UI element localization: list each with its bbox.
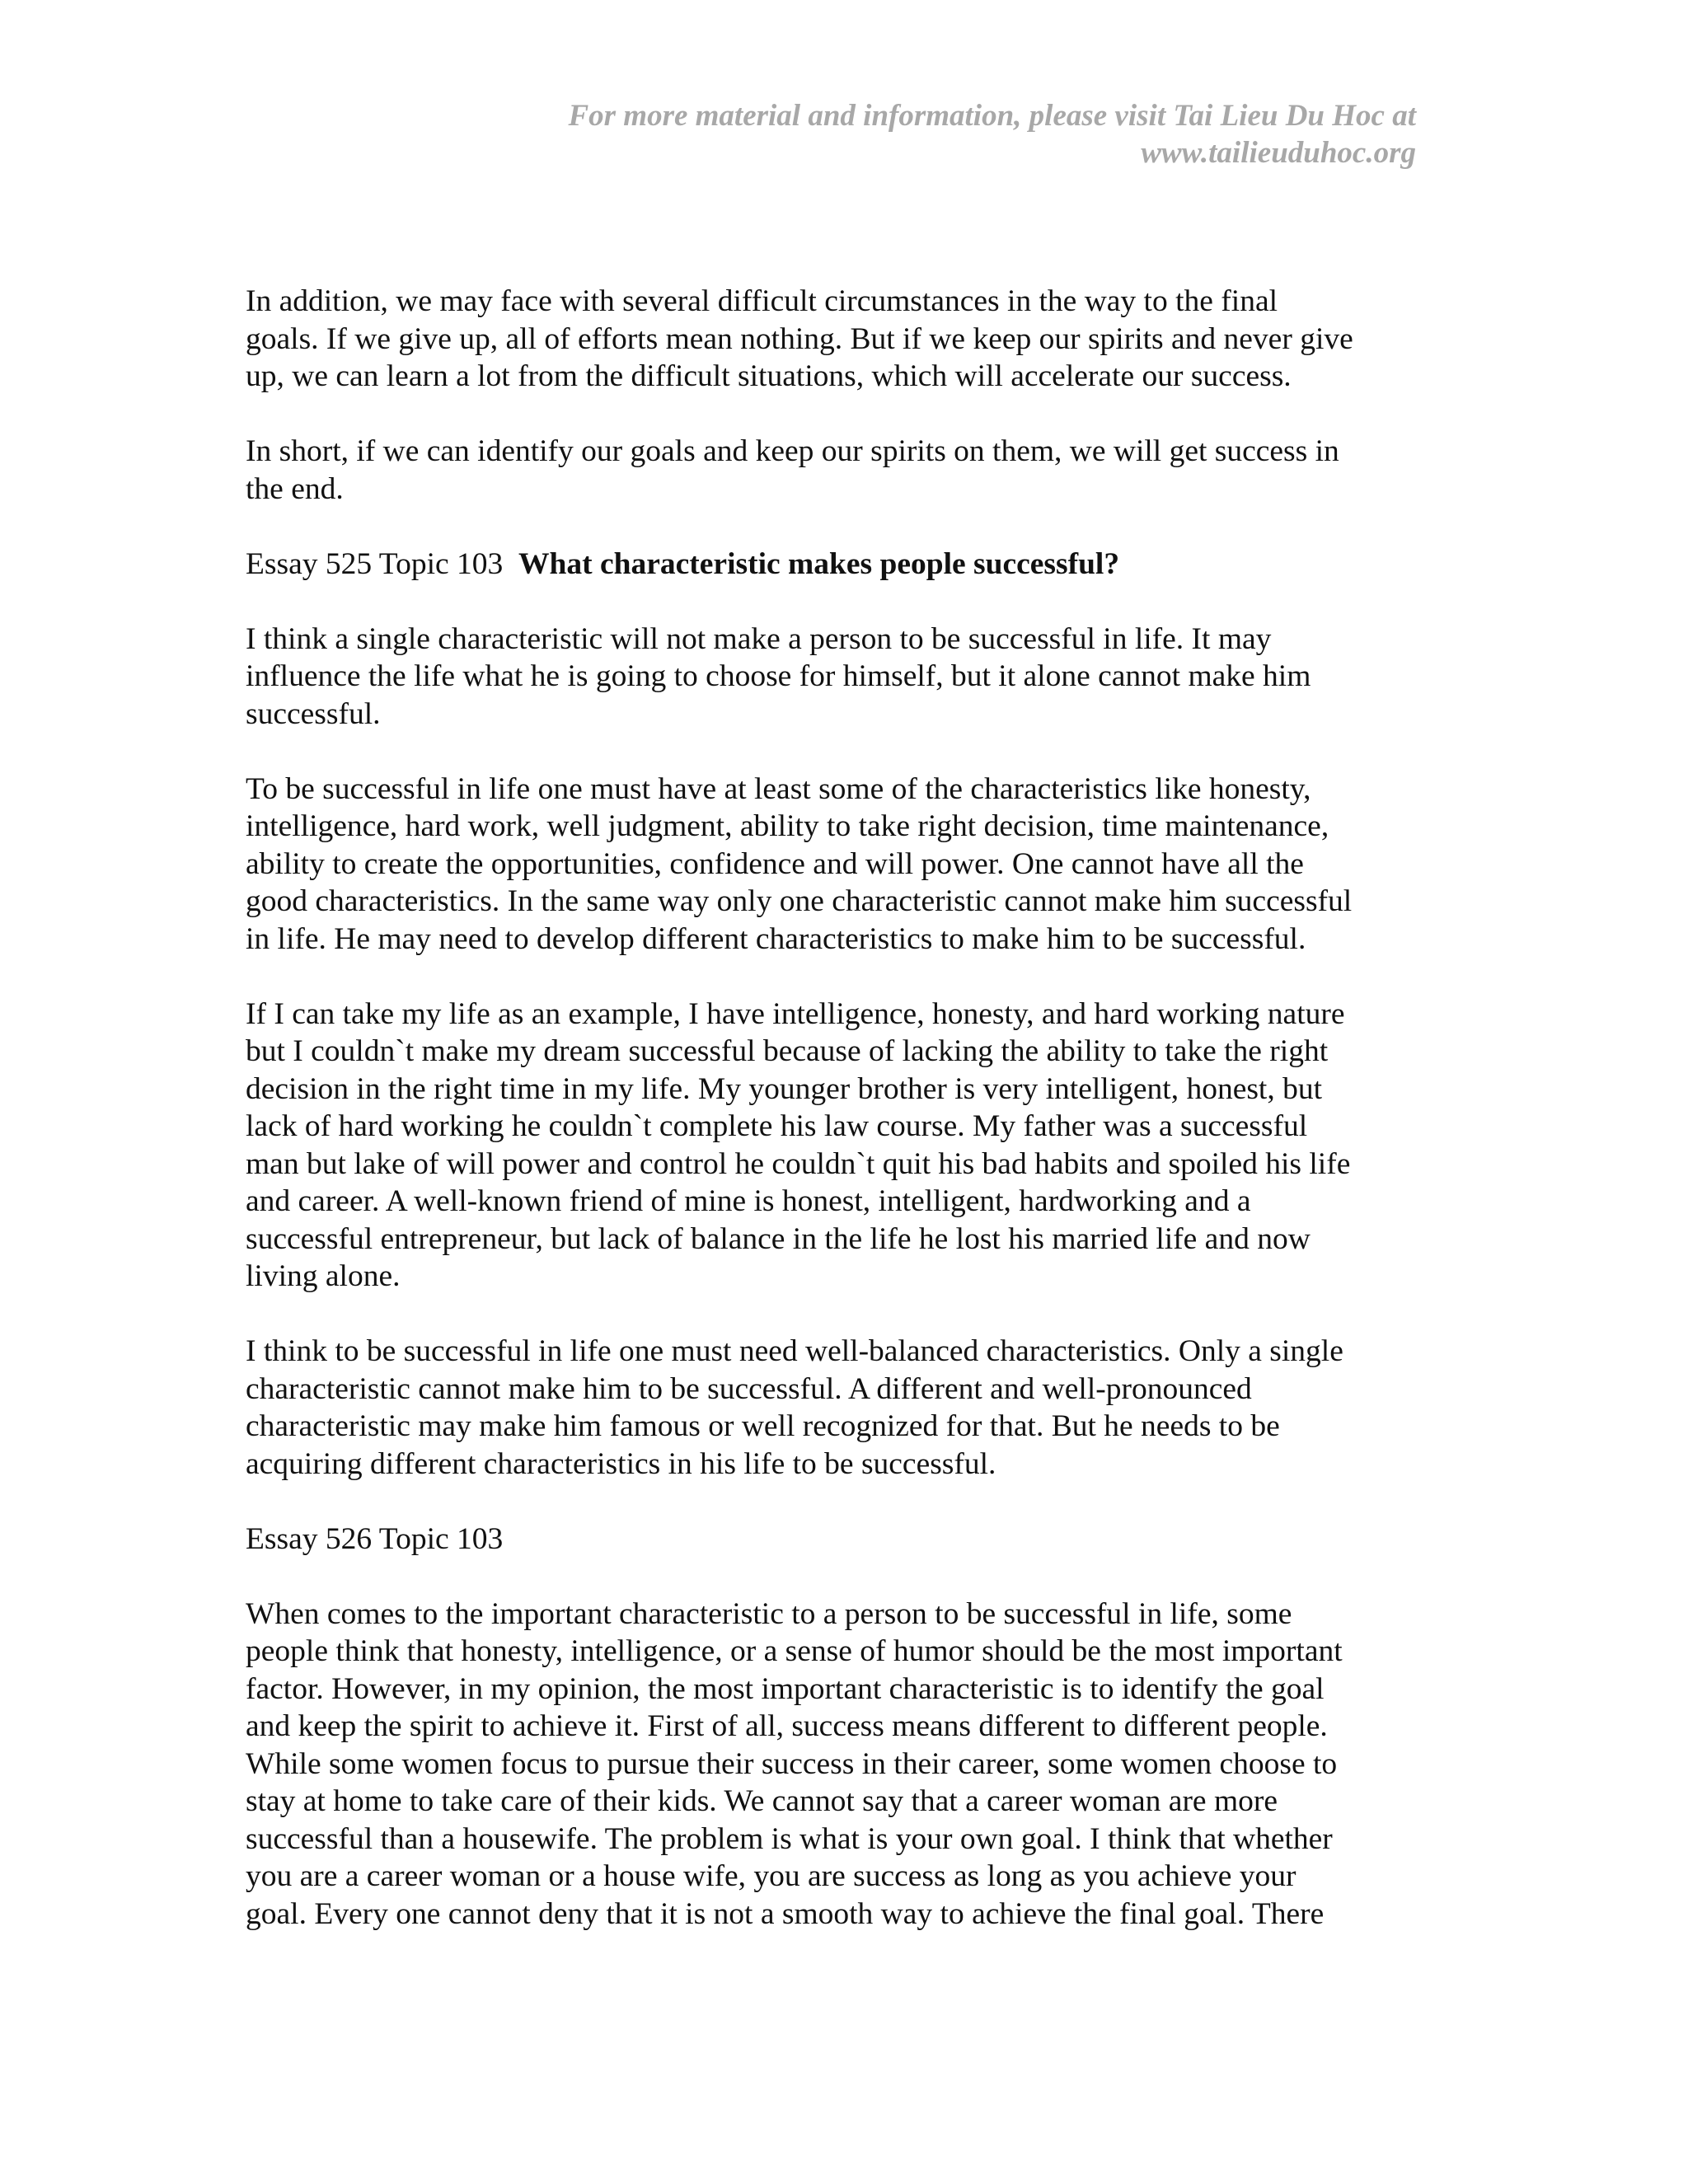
document-body: [246, 283, 1432, 1971]
page-header: [262, 97, 1416, 171]
essay-526-label: Essay 526 Topic 103: [246, 1521, 504, 1556]
paragraph-2: In short, if we can identify our goals and keep our spirits on them, we will get success in the end.: [246, 434, 1339, 506]
paragraph-3: I think a single characteristic will not make a person to be successful in life. It may influence the life what he is going to choose for himself, but it alone cannot make him successful.: [246, 621, 1311, 731]
paragraph-1: In addition, we may face with several difficult circumstances in the way to the final goals. If we give up, all of efforts mean nothing. But if we keep our spirits and never give up, we can learn a lot from the difficult situations, which will accelerate our success.: [246, 284, 1353, 393]
essay-526-heading: [246, 1521, 1432, 1558]
paragraph-4: To be successful in life one must have at least some of the characteristics like honesty, intelligence, hard work, well judgment, ability to take right decision, time maintenance, ability to create the opportunities, confidence and will power. One cannot have all the good characteristics. In the same way only one characteristic cannot make him successful in life. He may need to develop different characteristics to make him to be successful.: [246, 771, 1353, 956]
essay-525-heading: [246, 546, 1432, 583]
paragraph-5: If I can take my life as an example, I have intelligence, honesty, and hard working nature but I couldn`t make my dream successful because of lacking the ability to take the right decision in the right time in my life. My younger brother is very intelligent, honest, but lack of hard working he couldn`t complete his law course. My father was a successful man but lake of will power and control he couldn`t quit his bad habits and spoiled his life and career. A well-known friend of mine is honest, intelligent, hardworking and a successful entrepreneur, but lack of balance in the life he lost his married life and now living alone.: [246, 996, 1351, 1293]
paragraph-7: When comes to the important characteristic to a person to be successful in life, some people think that honesty, intelligence, or a sense of humor should be the most important factor. However, in my opinion, the most important characteristic is to identify the goal and keep the spirit to achieve it. First of all, success means different to different people. While some women focus to pursue their success in their career, some women choose to stay at home to take care of their kids. We cannot say that a career woman are more successful than a housewife. The problem is what is your own goal. I think that whether you are a career woman or a house wife, you are success as long as you achieve your goal. Every one cannot deny that it is not a smooth way to achieve the final goal. There: [246, 1596, 1343, 1931]
paragraph-6: I think to be successful in life one must need well-balanced characteristics. Only a single characteristic cannot make him to be successful. A different and well-pronounced characteristic may make him famous or well recognized for that. But he needs to be acquiring different characteristics in his life to be successful.: [246, 1334, 1343, 1481]
essay-525-label: Essay 525 Topic 103: [246, 546, 504, 581]
header-website: www.tailieuduhoc.org: [1141, 136, 1416, 170]
header-line-1: For more material and information, please visit Tai Lieu Du Hoc at: [568, 99, 1416, 133]
essay-525-title: What characteristic makes people successful?: [518, 546, 1120, 581]
